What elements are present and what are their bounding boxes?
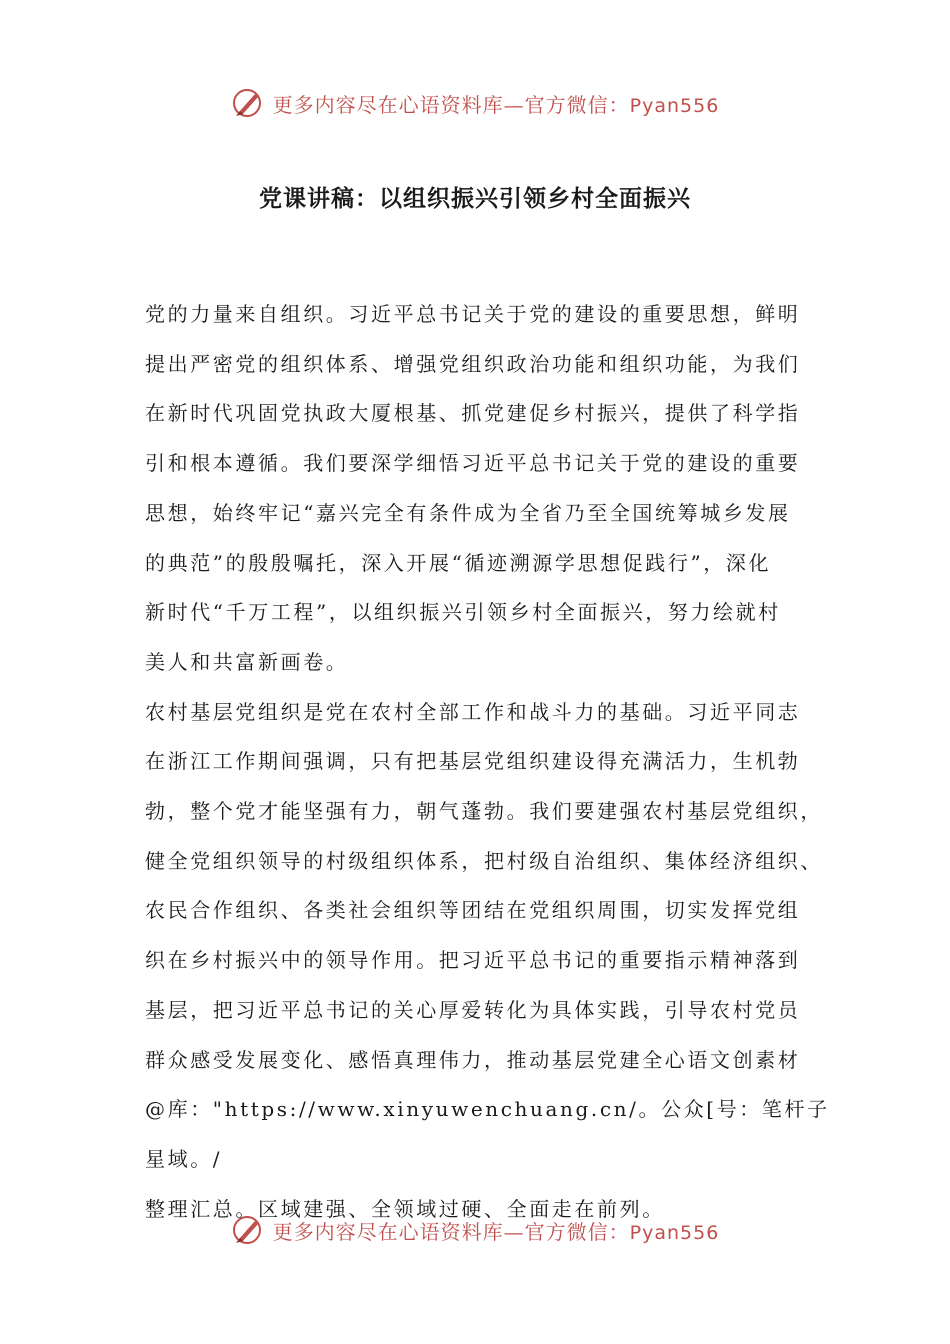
document-body (145, 290, 835, 1234)
pen-logo-icon (231, 1213, 265, 1247)
banner-text (273, 1216, 720, 1245)
paragraph-1: 党的力量来自组织。习近平总书记关于党的建设的重要思想，鲜明 提出严密党的组织体系、增强党组织政治功能和组织功能，为我们 在新时代巩固党执政大厦根基、抓党建促乡村振兴，提供了科学指 引和根本遵循。我们要深学细悟习近平总书记关于党的建设的重要 思想，始终牢记“嘉兴完全有条件成为全省乃至全国统筹城乡发展 的典范”的殷殷嘱托，深入开展“循迹溯源学思想促践行”，深化 新时代“千万工程”，以组织振兴引领乡村全面振兴，努力绘就村 美人和共富新画卷。 (145, 302, 801, 674)
pen-logo-icon (231, 86, 265, 120)
wechat-id: Pyan556 (629, 1221, 720, 1244)
wechat-id: Pyan556 (629, 94, 720, 117)
banner-main-text: 更多内容尽在心语资料库—官方微信： (272, 1219, 630, 1244)
paragraph-2: 农村基层党组织是党在农村全部工作和战斗力的基础。习近平同志 在浙江工作期间强调，只有把基层党组织建设得充满活力，生机勃 勃，整个党才能坚强有力，朝气蓬勃。我们要建强农村基层党组织， 健全党组织领导的村级组织体系，把村级自治组织、集体经济组织、 农民合作组织、各类社会组织等团结在党组织周围，切实发挥党组 织在乡村振兴中的领导作用。把习近平总书记的重要指示精神落到 基层，把习近平总书记的关心厚爱转化为具体实践，引导农村党员 群众感受发展变化、感悟真理伟力，推动基层党建全心语文创素材 @库："https://www.xinyuwenchuang.cn/。公众[号：笔杆子星域。/ 整理汇总。区域建强、全领域过硬、全面走在前列。 (145, 699, 830, 1221)
header-watermark-banner (0, 83, 950, 123)
page-title: 党课讲稿：以组织振兴引领乡村全面振兴 (259, 185, 691, 212)
banner-text (273, 89, 720, 118)
banner-main-text: 更多内容尽在心语资料库—官方微信： (272, 92, 630, 117)
footer-watermark-banner (0, 1210, 950, 1250)
